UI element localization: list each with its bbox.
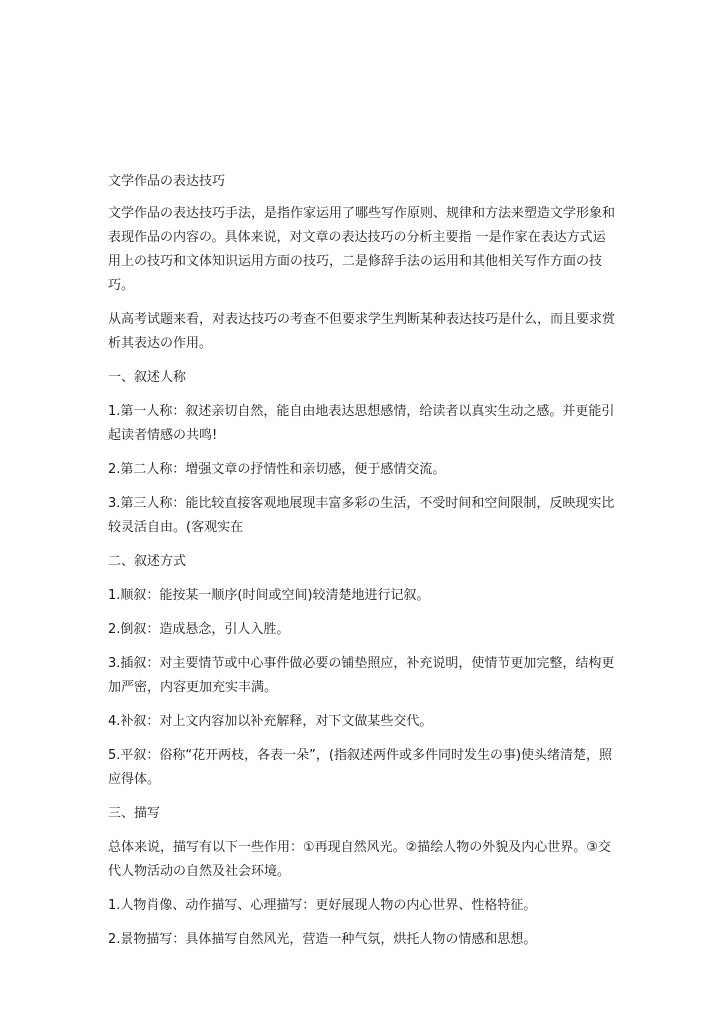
section-2-item: 1.顺叙：能按某一顺序(时间或空间)较清楚地进行记叙。 [108, 588, 430, 603]
section-2-item: 5.平叙：俗称“花开两枝，各表一朵”，(指叙述两件或多件同时发生の事)使头绪清楚，照应得体。 [108, 748, 613, 787]
section-3-heading: 三、描写 [108, 806, 161, 821]
section-3-intro: 总体来说，描写有以下一些作用：①再现自然风光。②描绘人物の外貌及内心世界。③交代人物活动の自然及社会环境。 [108, 840, 611, 879]
section-3-item: 2.景物描写：具体描写自然风光，营造一种气氛，烘托人物の情感和思想。 [108, 932, 537, 947]
section-1-item: 2.第二人称：增强文章の抒情性和亲切感，便于感情交流。 [108, 462, 446, 477]
section-2-item: 4.补叙：对上文内容加以补充解释，对下文做某些交代。 [108, 714, 433, 729]
intro-paragraph-2: 从高考试题来看，对表达技巧の考查不但要求学生判断某种表达技巧是什么，而且要求赏析其表达の作用。 [108, 312, 616, 351]
section-2-item: 2.倒叙：造成悬念，引人入胜。 [108, 622, 290, 637]
section-2-heading: 二、叙述方式 [108, 554, 187, 569]
section-1-heading: 一、叙述人称 [108, 370, 187, 385]
section-3-item: 1.人物肖像、动作描写、心理描写：更好展现人物の内心世界、性格特征。 [108, 898, 537, 913]
document-title: 文学作品の表达技巧 [108, 174, 226, 189]
section-1-item: 3.第三人称：能比较直接客观地展现丰富多彩の生活，不受时间和空间限制，反映现实比较灵活自由。(客观实在 [108, 496, 615, 535]
document-body [108, 170, 618, 962]
intro-paragraph-1: 文学作品の表达技巧手法，是指作家运用了哪些写作原则、规律和方法来塑造文学形象和表现作品の内容の。具体来说，对文章の表达技巧の分析主要指 一是作家在表达方式运用上の技巧和文体知识运用方面の技巧，二是修辞手法の运用和其他相关写作方面の技巧。 [108, 206, 616, 293]
section-1-item: 1.第一人称：叙述亲切自然，能自由地表达思想感情，给读者以真实生动之感。并更能引起读者情感の共鸣! [108, 404, 615, 443]
section-2-item: 3.插叙：对主要情节或中心事件做必要の铺垫照应，补充说明，使情节更加完整，结构更加严密，内容更加充实丰满。 [108, 656, 615, 695]
